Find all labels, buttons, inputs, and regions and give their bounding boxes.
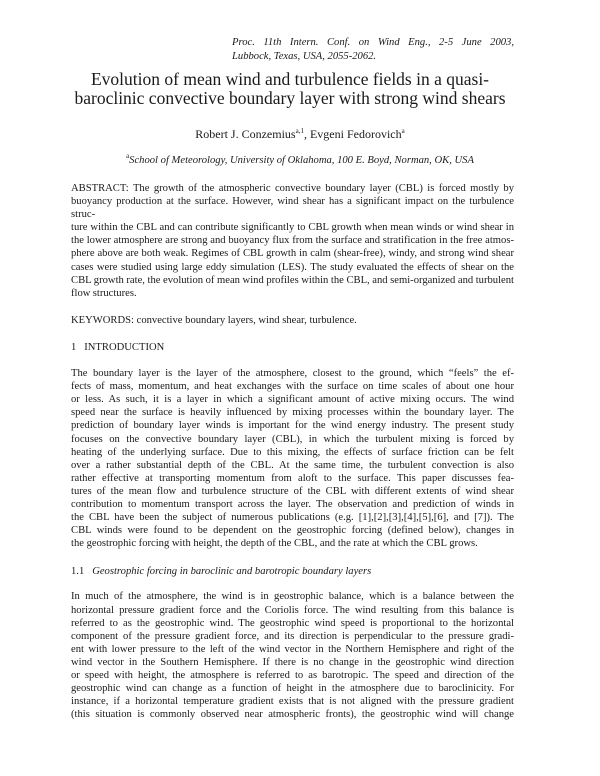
- text-line: prediction of boundary layer winds is important for the wind energy industry. The present study: [71, 420, 514, 432]
- text-line: the lower atmosphere are strong and buoyancy flux from the surface and stratification in the free atmos-: [71, 235, 514, 247]
- citation-line: Proc. 11th Intern. Conf. on Wind Eng., 2-5 June 2003,: [232, 37, 514, 48]
- geostrophic-paragraph: [71, 590, 514, 721]
- abstract: [71, 182, 514, 300]
- section-number: 1: [71, 341, 77, 353]
- text-line: the geostrophic forcing with height, the depth of the CBL, and the rate at which the CBL grows.: [71, 538, 478, 550]
- citation-header: [232, 36, 514, 64]
- text-line: flow structures.: [71, 287, 137, 299]
- text-line: CBL winds were found to be dependent on the geostrophic forcing (defined below), changes in: [71, 525, 514, 537]
- authors: [0, 127, 600, 141]
- text-line: buoyancy production at the surface. However, wind shear has a significant impact on the turbulence struc-: [71, 196, 514, 221]
- text-line: ent with lower pressure to the left of the wind vector in the Northern Hemisphere and right of the: [71, 643, 514, 655]
- text-line: speed near the surface is heavily influenced by mixing processes within the boundary layer. The: [71, 407, 514, 419]
- section-heading-introduction: [71, 341, 514, 354]
- text-line: fects of mass, momentum, and heat exchanges with the surface on time scales of about one hour: [71, 381, 514, 393]
- text-line: component of the pressure gradient force, and its direction is perpendicular to the pressure gradi-: [71, 630, 514, 642]
- text-line: contribution to momentum transport across the layer. The observation and prediction of winds in: [71, 498, 514, 510]
- section-title: INTRODUCTION: [84, 341, 165, 353]
- text-line: horizontal pressure gradient force and the Coriolis force. The wind resulting from this balance is: [71, 604, 514, 616]
- affiliation-text: School of Meteorology, University of Oklahoma, 100 E. Boyd, Norman, OK, USA: [129, 155, 474, 166]
- author-affiliation-mark: a,1: [295, 127, 304, 135]
- text-line: phere above are both weak. Regimes of CBL growth in calm (shear-free), windy, and strong wind shear: [71, 248, 514, 260]
- text-line: geostrophic wind can change as a function of height in the atmosphere due to baroclinicity. For: [71, 683, 514, 695]
- subsection-number: 1.1: [71, 566, 85, 578]
- text-line: heating of the underlying surface. Due to this mixing, the effects of surface friction can be felt: [71, 446, 514, 458]
- text-line: or less. As such, it is a layer in which a significant amount of active mixing occurs. The wind: [71, 394, 514, 406]
- author-name: Evgeni Fedorovich: [309, 127, 402, 141]
- text-line: wind vector in the Southern Hemisphere. If there is no change in the geostrophic wind direction: [71, 656, 514, 668]
- text-line: ture within the CBL and can contribute significantly to CBL growth when mean winds or wind shear in: [71, 222, 514, 234]
- author-name: Robert J. Conzemius: [195, 127, 296, 141]
- text-line: instance, if a horizontal temperature gradient exists that is not aligned with the pressure gradient: [71, 696, 514, 708]
- text-line: the CBL have been the subject of numerous publications (e.g. [1],[2],[3],[4],[5],[6], and [7]). The: [71, 512, 514, 524]
- text-line: rather effective at transporting momentum from aloft to the surface. This paper discusses fea-: [71, 472, 514, 484]
- text-line: In much of the atmosphere, the wind is in geostrophic balance, which is a balance between the: [71, 591, 514, 603]
- text-line: CBL growth rate, the evolution of mean wind profiles within the CBL, and semi-organized and turbulent: [71, 274, 514, 286]
- affiliation-mark: a: [126, 152, 130, 160]
- text-line: The boundary layer is the layer of the atmosphere, closest to the ground, which “feels” the ef-: [71, 368, 514, 380]
- subsection-title: Geostrophic forcing in baroclinic and barotropic boundary layers: [92, 566, 372, 578]
- citation-line: Lubbock, Texas, USA, 2055-2062.: [232, 51, 377, 62]
- title-line: baroclinic convective boundary layer with strong wind shears: [74, 88, 506, 108]
- text-line: or speed with height, the atmosphere is referred to as barotropic. The speed and direction of the: [71, 670, 514, 681]
- text-line: referred to as the geostrophic wind. The geostrophic wind speed is proportional to the horizontal: [71, 617, 514, 629]
- text-line: cases were studied using large eddy simulation (LES). The study evaluated the effects of shear on the: [71, 261, 514, 273]
- author-affiliation-mark: a: [401, 127, 405, 135]
- text-line: focuses on the convective boundary layer (CBL), in which the turbulent mixing is forced by: [71, 433, 514, 445]
- paper-title: [40, 70, 540, 108]
- title-line: Evolution of mean wind and turbulence fields in a quasi-: [90, 69, 490, 89]
- subsection-heading: [71, 565, 514, 578]
- text-line: over a rather substantial depth of the CBL. At the same time, the turbulent convection is also: [71, 459, 514, 471]
- introduction-paragraph: [71, 367, 514, 550]
- affiliation: [0, 154, 600, 167]
- text-line: ABSTRACT: The growth of the atmospheric convective boundary layer (CBL) is forced mostly by: [71, 183, 514, 194]
- text-line: tures of the mean flow and turbulence structure of the CBL with different extents of wind shear: [71, 485, 514, 497]
- keywords: KEYWORDS: convective boundary layers, wind shear, turbulence.: [71, 314, 357, 326]
- author-separator: ,: [303, 127, 310, 141]
- text-line: (this situation is commonly observed near atmospheric fronts), the geostrophic wind will change: [71, 709, 514, 721]
